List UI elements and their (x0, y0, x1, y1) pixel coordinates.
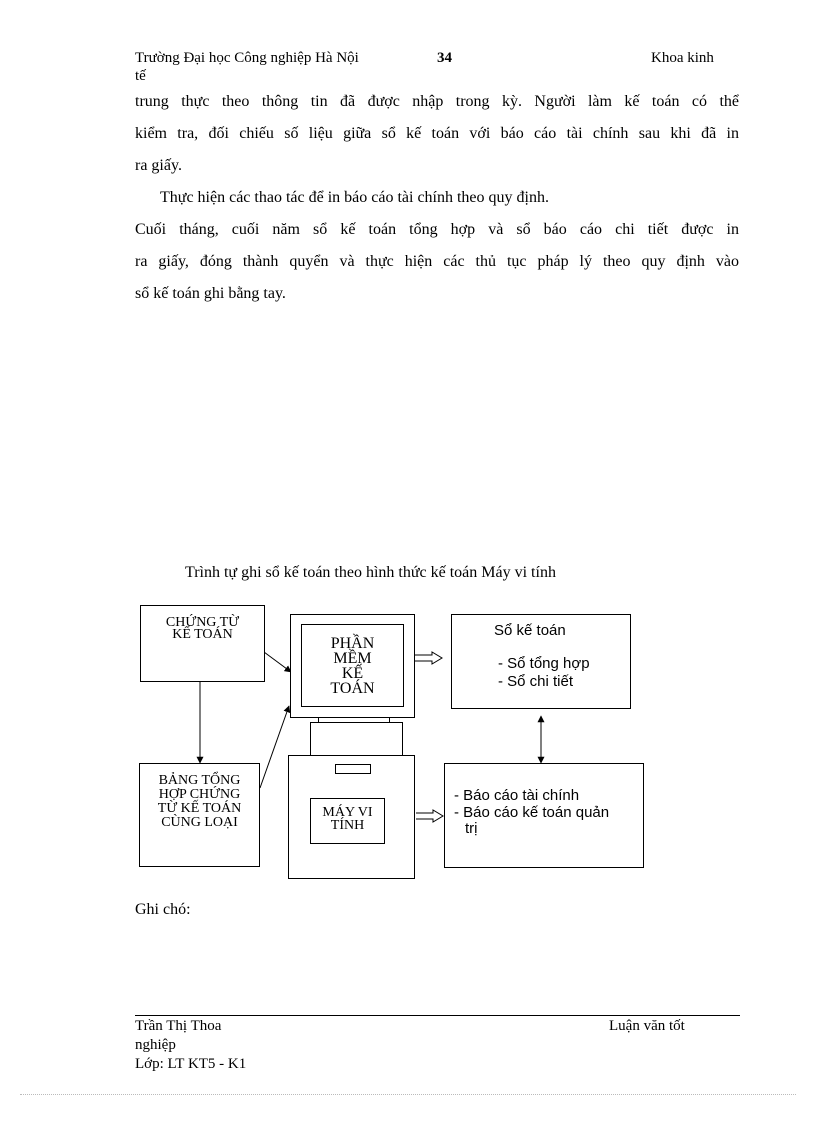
paragraph-2: Thực hiện các thao tác để in báo cáo tài chính theo quy định. (160, 189, 549, 206)
header-school: Trường Đại học Công nghiệp Hà Nội (135, 50, 359, 66)
so-ke-toan-item: - Sổ chi tiết (498, 673, 574, 690)
computer-monitor (290, 614, 415, 718)
may-vi-tinh-line: TÍNH (330, 818, 365, 833)
may-vi-tinh-panel (310, 798, 385, 844)
phan-mem-line: MỀM (333, 650, 372, 667)
footer-thesis-continued: nghiệp (135, 1037, 176, 1053)
bang-tong-hop-line: BẢNG TỔNG (158, 773, 241, 788)
footer-author: Trần Thị Thoa (135, 1018, 222, 1034)
note-label: Ghi chó: (135, 901, 191, 918)
box-chung-tu-ke-toan (140, 605, 265, 682)
phan-mem-line: TOÁN (330, 680, 375, 697)
header-faculty-continued: tế (135, 68, 146, 84)
bang-tong-hop-line: CÙNG LOẠI (161, 815, 238, 830)
may-vi-tinh-line: MÁY VI (322, 805, 373, 820)
arrow-bangtonghop-to-phanmem (260, 706, 289, 788)
so-ke-toan-item: - Sổ tổng hợp (498, 655, 590, 672)
arrow-chungtu-to-phanmem (264, 652, 291, 672)
page-number: 34 (437, 50, 452, 66)
so-ke-toan-title: Sổ kế toán (494, 622, 566, 639)
monitor-stand (310, 722, 403, 756)
paragraph-line: ra giấy. (135, 157, 182, 174)
paragraph-line: trung thực theo thông tin đã được nhập trong kỳ. Người làm kế toán có thể (135, 93, 739, 110)
footer-class: Lớp: LT KT5 - K1 (135, 1056, 247, 1072)
phan-mem-line: PHẦN (330, 635, 375, 652)
paragraph-line: ra giấy, đóng thành quyển và thực hiện các thủ tục pháp lý theo quy định vào (135, 253, 739, 270)
box-bao-cao (444, 763, 644, 868)
paragraph-line: Cuối tháng, cuối năm sổ kế toán tổng hợp và sổ báo cáo chi tiết được in (135, 221, 739, 238)
paragraph-line: sổ kế toán ghi bằng tay. (135, 285, 286, 302)
computer-case (288, 755, 415, 879)
bao-cao-item: - Báo cáo kế toán quản (454, 804, 610, 821)
footer-thesis: Luận văn tốt (609, 1018, 685, 1034)
chung-tu-line: KẾ TOÁN (172, 627, 233, 642)
diagram-title: Trình tự ghi sổ kế toán theo hình thức kế toán Máy vi tính (185, 564, 556, 581)
bang-tong-hop-line: HỢP CHỨNG (158, 787, 241, 802)
double-arrow-mayvitinh-to-baocao (416, 810, 443, 822)
bao-cao-item: - Báo cáo tài chính (454, 787, 580, 804)
monitor-screen (301, 624, 404, 707)
paragraph-line: kiểm tra, đối chiếu số liệu giữa sổ kế toán với báo cáo tài chính sau khi đã in (135, 125, 739, 142)
page-bottom-border (20, 1094, 796, 1095)
header-faculty: Khoa kinh (651, 50, 714, 66)
bao-cao-item: trị (465, 820, 478, 837)
box-so-ke-toan (451, 614, 631, 709)
phan-mem-line: KẾ (341, 665, 364, 682)
footer-rule (135, 1015, 740, 1016)
bang-tong-hop-line: TỪ KẾ TOÁN (157, 801, 242, 816)
chung-tu-line: CHỨNG TỪ (165, 615, 240, 630)
box-bang-tong-hop (139, 763, 260, 867)
double-arrow-phanmem-to-sokettoan (414, 652, 442, 664)
drive-slot (335, 764, 371, 774)
